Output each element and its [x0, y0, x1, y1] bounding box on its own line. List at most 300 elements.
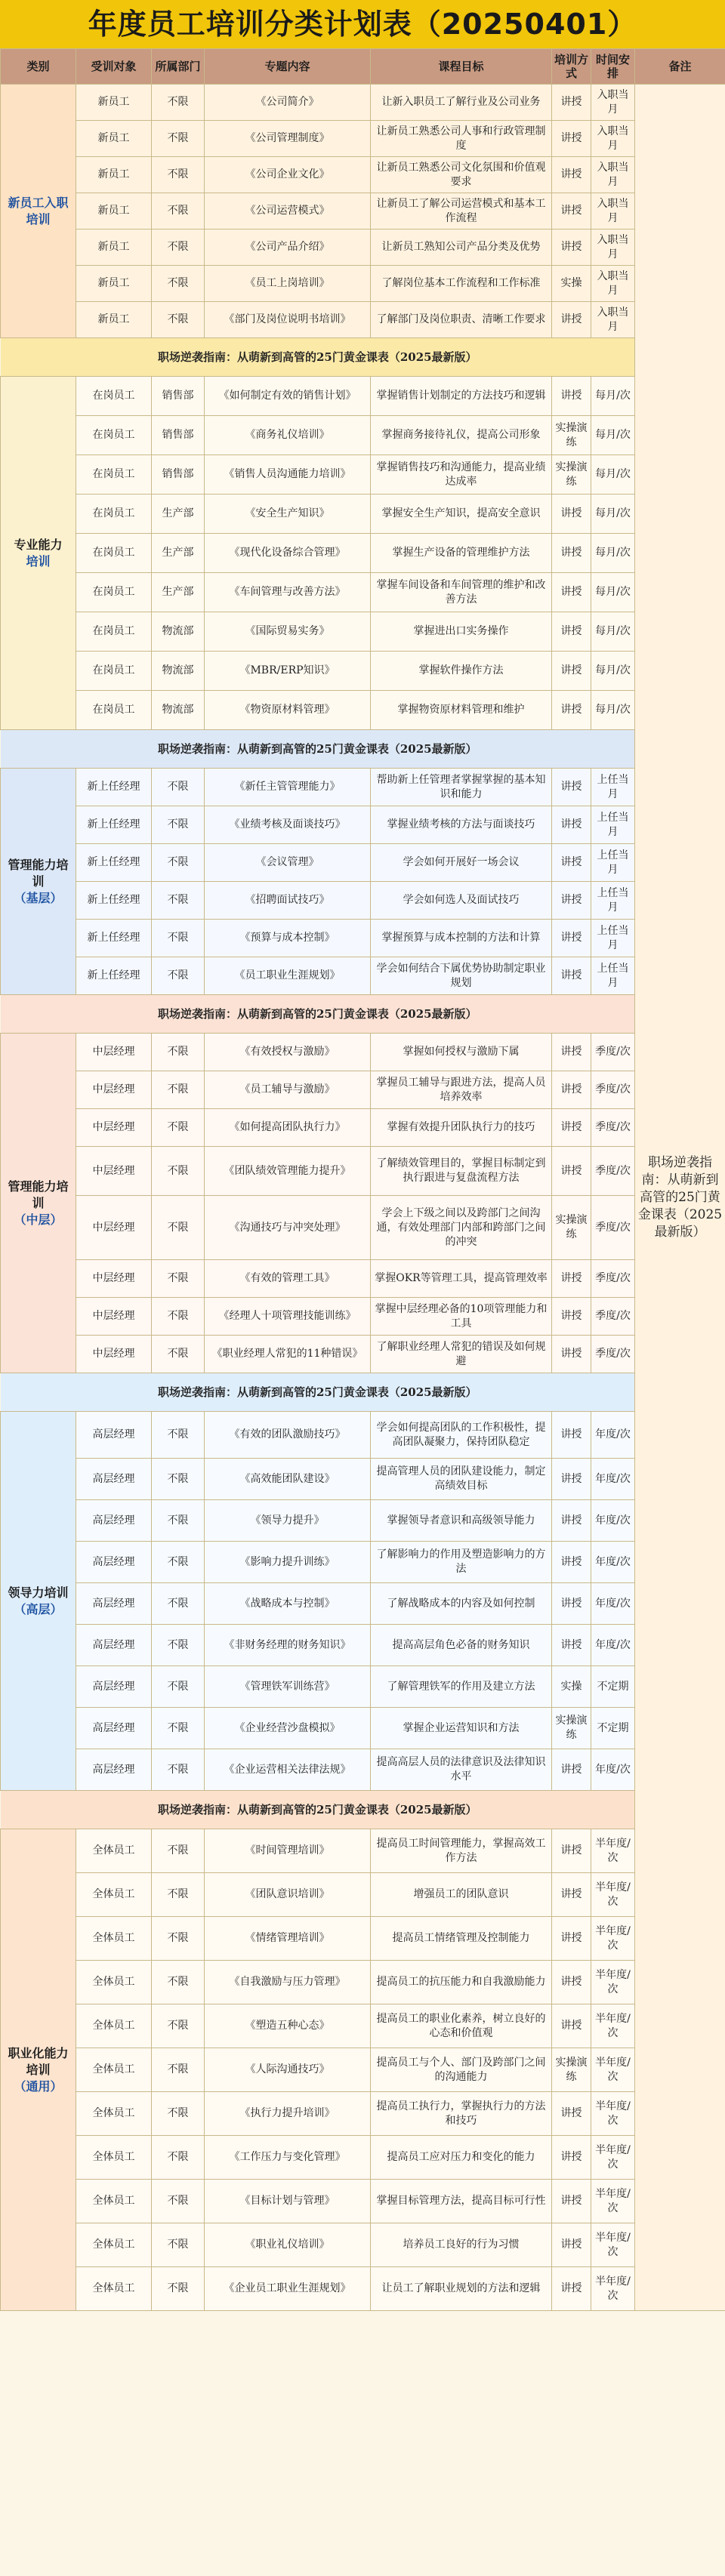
department-cell: 不限: [152, 1708, 205, 1749]
department-cell: 物流部: [152, 652, 205, 691]
schedule-cell: 每月/次: [591, 573, 635, 612]
trainee-cell: 高层经理: [76, 1708, 152, 1749]
table-row: [1, 920, 725, 957]
trainee-cell: 全体员工: [76, 2004, 152, 2048]
table-row: [1, 1412, 725, 1459]
method-cell: 讲授: [552, 920, 591, 957]
topic-cell: 《自我激励与压力管理》: [205, 1961, 371, 2004]
method-cell: 讲授: [552, 2004, 591, 2048]
trainee-cell: 全体员工: [76, 2092, 152, 2136]
table-row: [1, 2004, 725, 2048]
table-row: [1, 1542, 725, 1583]
topic-cell: 《公司管理制度》: [205, 121, 371, 157]
topic-cell: 《人际沟通技巧》: [205, 2048, 371, 2092]
method-cell: 实操演练: [552, 455, 591, 495]
header-department: 所属部门: [152, 49, 205, 85]
category-cell: [1, 769, 76, 995]
table-row: [1, 1873, 725, 1917]
schedule-cell: 半年度/次: [591, 2267, 635, 2311]
method-cell: 讲授: [552, 121, 591, 157]
table-row: [1, 1961, 725, 2004]
method-cell: 讲授: [552, 230, 591, 266]
goal-cell: 提高员工与个人、部门及跨部门之间的沟通能力: [371, 2048, 552, 2092]
schedule-cell: 入职当月: [591, 121, 635, 157]
table-row: [1, 2267, 725, 2311]
department-cell: 不限: [152, 266, 205, 302]
goal-cell: 让新员工熟知公司产品分类及优势: [371, 230, 552, 266]
method-cell: 讲授: [552, 377, 591, 416]
department-cell: 物流部: [152, 691, 205, 730]
trainee-cell: 全体员工: [76, 2048, 152, 2092]
trainee-cell: 新员工: [76, 302, 152, 338]
schedule-cell: 年度/次: [591, 1500, 635, 1542]
department-cell: 物流部: [152, 612, 205, 652]
topic-cell: 《员工上岗培训》: [205, 266, 371, 302]
method-cell: 实操演练: [552, 416, 591, 455]
table-row: [1, 2180, 725, 2223]
department-cell: 不限: [152, 1034, 205, 1071]
table-row: [1, 1336, 725, 1373]
trainee-cell: 中层经理: [76, 1336, 152, 1373]
table-row: [1, 957, 725, 995]
trainee-cell: 高层经理: [76, 1500, 152, 1542]
trainee-cell: 高层经理: [76, 1625, 152, 1666]
topic-cell: 《高效能团队建设》: [205, 1459, 371, 1500]
header-trainee: 受训对象: [76, 49, 152, 85]
category-name: 专业能力: [14, 537, 63, 552]
goal-cell: 让新入职员工了解行业及公司业务: [371, 85, 552, 121]
table-row: [1, 1147, 725, 1196]
trainee-cell: 新员工: [76, 157, 152, 193]
trainee-cell: 新上任经理: [76, 882, 152, 920]
goal-cell: 掌握有效提升团队执行力的技巧: [371, 1109, 552, 1147]
trainee-cell: 新员工: [76, 193, 152, 230]
schedule-cell: 半年度/次: [591, 1873, 635, 1917]
goal-cell: 提高员工情绪管理及控制能力: [371, 1917, 552, 1961]
schedule-cell: 半年度/次: [591, 2180, 635, 2223]
table-row: [1, 534, 725, 573]
section-banner: [1, 1373, 725, 1412]
table-row: [1, 455, 725, 495]
schedule-cell: 季度/次: [591, 1196, 635, 1260]
method-cell: 讲授: [552, 573, 591, 612]
method-cell: 讲授: [552, 612, 591, 652]
goal-cell: 掌握软件操作方法: [371, 652, 552, 691]
goal-cell: 学会上下级之间以及跨部门之间沟通，有效处理部门内部和跨部门之间的冲突: [371, 1196, 552, 1260]
method-cell: 讲授: [552, 1459, 591, 1500]
table-row: [1, 85, 725, 121]
table-row: [1, 1196, 725, 1260]
department-cell: 不限: [152, 1336, 205, 1373]
table-row: [1, 230, 725, 266]
department-cell: 不限: [152, 2136, 205, 2180]
table-row: [1, 806, 725, 844]
goal-cell: 提高员工应对压力和变化的能力: [371, 2136, 552, 2180]
schedule-cell: 年度/次: [591, 1459, 635, 1500]
goal-cell: 提高高层角色必备的财务知识: [371, 1625, 552, 1666]
department-cell: 不限: [152, 882, 205, 920]
table-row: [1, 1917, 725, 1961]
method-cell: 讲授: [552, 534, 591, 573]
schedule-cell: 年度/次: [591, 1583, 635, 1625]
header-schedule: 时间安排: [591, 49, 635, 85]
category-sub: （通用）: [14, 2078, 63, 2094]
schedule-cell: 上任当月: [591, 920, 635, 957]
topic-cell: 《如何提高团队执行力》: [205, 1109, 371, 1147]
topic-cell: 《预算与成本控制》: [205, 920, 371, 957]
table-row: [1, 769, 725, 806]
header-topic: 专题内容: [205, 49, 371, 85]
trainee-cell: 在岗员工: [76, 534, 152, 573]
method-cell: 讲授: [552, 193, 591, 230]
trainee-cell: 全体员工: [76, 2136, 152, 2180]
schedule-cell: 年度/次: [591, 1625, 635, 1666]
method-cell: 讲授: [552, 882, 591, 920]
table-row: [1, 1109, 725, 1147]
goal-cell: 掌握车间设备和车间管理的维护和改善方法: [371, 573, 552, 612]
goal-cell: 掌握企业运营知识和方法: [371, 1708, 552, 1749]
goal-cell: 了解职业经理人常犯的错误及如何规避: [371, 1336, 552, 1373]
method-cell: 讲授: [552, 2267, 591, 2311]
schedule-cell: 上任当月: [591, 769, 635, 806]
remark-note: 职场逆袭指南：从萌新到高管的25门黄金课表（2025最新版）: [635, 85, 725, 2311]
department-cell: 不限: [152, 2267, 205, 2311]
method-cell: 讲授: [552, 85, 591, 121]
goal-cell: 了解绩效管理目的，掌握目标制定到执行跟进与复盘流程方法: [371, 1147, 552, 1196]
topic-cell: 《公司运营模式》: [205, 193, 371, 230]
table-row: [1, 691, 725, 730]
method-cell: 讲授: [552, 1829, 591, 1873]
goal-cell: 掌握安全生产知识，提高安全意识: [371, 495, 552, 534]
goal-cell: 了解部门及岗位职责、清晰工作要求: [371, 302, 552, 338]
goal-cell: 学会如何结合下属优势协助制定职业规划: [371, 957, 552, 995]
table-row: [1, 1260, 725, 1298]
goal-cell: 学会如何选人及面试技巧: [371, 882, 552, 920]
department-cell: 生产部: [152, 495, 205, 534]
topic-cell: 《部门及岗位说明书培训》: [205, 302, 371, 338]
department-cell: 不限: [152, 1147, 205, 1196]
method-cell: 讲授: [552, 1961, 591, 2004]
method-cell: 实操: [552, 266, 591, 302]
topic-cell: 《职业经理人常犯的11种错误》: [205, 1336, 371, 1373]
department-cell: 不限: [152, 1583, 205, 1625]
schedule-cell: 不定期: [591, 1708, 635, 1749]
page-title: 年度员工培训分类计划表（20250401）: [0, 0, 725, 48]
trainee-cell: 高层经理: [76, 1542, 152, 1583]
topic-cell: 《商务礼仪培训》: [205, 416, 371, 455]
trainee-cell: 新上任经理: [76, 957, 152, 995]
schedule-cell: 季度/次: [591, 1260, 635, 1298]
topic-cell: 《新任主管管理能力》: [205, 769, 371, 806]
schedule-cell: 半年度/次: [591, 2092, 635, 2136]
table-row: [1, 2092, 725, 2136]
department-cell: 不限: [152, 157, 205, 193]
department-cell: 不限: [152, 230, 205, 266]
method-cell: 讲授: [552, 1109, 591, 1147]
table-row: [1, 1459, 725, 1500]
trainee-cell: 中层经理: [76, 1298, 152, 1336]
trainee-cell: 全体员工: [76, 2223, 152, 2267]
department-cell: 不限: [152, 1500, 205, 1542]
topic-cell: 《如何制定有效的销售计划》: [205, 377, 371, 416]
trainee-cell: 全体员工: [76, 1917, 152, 1961]
table-row: [1, 377, 725, 416]
header-goal: 课程目标: [371, 49, 552, 85]
table-row: [1, 1625, 725, 1666]
method-cell: 讲授: [552, 1034, 591, 1071]
goal-cell: 了解战略成本的内容及如何控制: [371, 1583, 552, 1625]
table-row: [1, 2136, 725, 2180]
schedule-cell: 半年度/次: [591, 2136, 635, 2180]
topic-cell: 《影响力提升训练》: [205, 1542, 371, 1583]
category-sub: （基层）: [14, 890, 63, 905]
goal-cell: 提高管理人员的团队建设能力，制定高绩效目标: [371, 1459, 552, 1500]
schedule-cell: 每月/次: [591, 652, 635, 691]
table-row: [1, 844, 725, 882]
schedule-cell: 每月/次: [591, 534, 635, 573]
department-cell: 不限: [152, 1829, 205, 1873]
category-cell: [1, 85, 76, 338]
schedule-cell: 季度/次: [591, 1071, 635, 1109]
goal-cell: 掌握生产设备的管理维护方法: [371, 534, 552, 573]
department-cell: 销售部: [152, 416, 205, 455]
topic-cell: 《执行力提升培训》: [205, 2092, 371, 2136]
method-cell: 讲授: [552, 806, 591, 844]
table-row: [1, 652, 725, 691]
category-name: 领导力培训: [8, 1585, 69, 1600]
trainee-cell: 在岗员工: [76, 455, 152, 495]
header-method: 培训方式: [552, 49, 591, 85]
goal-cell: 培养员工良好的行为习惯: [371, 2223, 552, 2267]
trainee-cell: 中层经理: [76, 1071, 152, 1109]
department-cell: 不限: [152, 1749, 205, 1791]
method-cell: 讲授: [552, 1500, 591, 1542]
goal-cell: 增强员工的团队意识: [371, 1873, 552, 1917]
banner-text: 职场逆袭指南：从萌新到高管的25门黄金课表（2025最新版）: [1, 1791, 635, 1829]
trainee-cell: 在岗员工: [76, 612, 152, 652]
trainee-cell: 高层经理: [76, 1666, 152, 1708]
goal-cell: 提高员工时间管理能力，掌握高效工作方法: [371, 1829, 552, 1873]
goal-cell: 学会如何开展好一场会议: [371, 844, 552, 882]
method-cell: 讲授: [552, 769, 591, 806]
table-row: [1, 416, 725, 455]
table-row: [1, 193, 725, 230]
schedule-cell: 每月/次: [591, 455, 635, 495]
header-category: 类别: [1, 49, 76, 85]
method-cell: 实操: [552, 1666, 591, 1708]
banner-text: 职场逆袭指南：从萌新到高管的25门黄金课表（2025最新版）: [1, 730, 635, 769]
banner-text: 职场逆袭指南：从萌新到高管的25门黄金课表（2025最新版）: [1, 338, 635, 377]
goal-cell: 了解管理铁军的作用及建立方法: [371, 1666, 552, 1708]
topic-cell: 《管理铁军训练营》: [205, 1666, 371, 1708]
table-row: [1, 495, 725, 534]
trainee-cell: 高层经理: [76, 1459, 152, 1500]
table-row: [1, 1583, 725, 1625]
goal-cell: 掌握如何授权与激励下属: [371, 1034, 552, 1071]
trainee-cell: 新员工: [76, 230, 152, 266]
trainee-cell: 全体员工: [76, 2180, 152, 2223]
schedule-cell: 年度/次: [591, 1749, 635, 1791]
topic-cell: 《领导力提升》: [205, 1500, 371, 1542]
department-cell: 不限: [152, 920, 205, 957]
topic-cell: 《企业员工职业生涯规划》: [205, 2267, 371, 2311]
topic-cell: 《员工辅导与激励》: [205, 1071, 371, 1109]
department-cell: 不限: [152, 1298, 205, 1336]
table-row: [1, 2223, 725, 2267]
trainee-cell: 在岗员工: [76, 377, 152, 416]
topic-cell: 《公司企业文化》: [205, 157, 371, 193]
department-cell: 销售部: [152, 455, 205, 495]
method-cell: 实操演练: [552, 1196, 591, 1260]
section-banner: [1, 730, 725, 769]
topic-cell: 《招聘面试技巧》: [205, 882, 371, 920]
department-cell: 不限: [152, 1196, 205, 1260]
table-row: [1, 302, 725, 338]
trainee-cell: 中层经理: [76, 1196, 152, 1260]
goal-cell: 让新员工熟悉公司文化氛围和价值观要求: [371, 157, 552, 193]
department-cell: 不限: [152, 844, 205, 882]
schedule-cell: 季度/次: [591, 1147, 635, 1196]
topic-cell: 《团队绩效管理能力提升》: [205, 1147, 371, 1196]
schedule-cell: 半年度/次: [591, 2223, 635, 2267]
table-row: [1, 882, 725, 920]
topic-cell: 《职业礼仪培训》: [205, 2223, 371, 2267]
category-cell: [1, 377, 76, 730]
category-cell: [1, 1829, 76, 2311]
topic-cell: 《员工职业生涯规划》: [205, 957, 371, 995]
goal-cell: 掌握物资原材料管理和维护: [371, 691, 552, 730]
method-cell: 讲授: [552, 302, 591, 338]
trainee-cell: 新上任经理: [76, 806, 152, 844]
banner-text: 职场逆袭指南：从萌新到高管的25门黄金课表（2025最新版）: [1, 995, 635, 1034]
trainee-cell: 新员工: [76, 121, 152, 157]
method-cell: 讲授: [552, 844, 591, 882]
goal-cell: 掌握领导者意识和高级领导能力: [371, 1500, 552, 1542]
topic-cell: 《团队意识培训》: [205, 1873, 371, 1917]
topic-cell: 《会议管理》: [205, 844, 371, 882]
schedule-cell: 上任当月: [591, 957, 635, 995]
method-cell: 讲授: [552, 1873, 591, 1917]
department-cell: 不限: [152, 85, 205, 121]
goal-cell: 掌握预算与成本控制的方法和计算: [371, 920, 552, 957]
table-row: [1, 1298, 725, 1336]
schedule-cell: 每月/次: [591, 377, 635, 416]
method-cell: 讲授: [552, 957, 591, 995]
method-cell: 讲授: [552, 1336, 591, 1373]
table-row: [1, 121, 725, 157]
topic-cell: 《销售人员沟通能力培训》: [205, 455, 371, 495]
topic-cell: 《安全生产知识》: [205, 495, 371, 534]
goal-cell: 让新员工了解公司运营模式和基本工作流程: [371, 193, 552, 230]
topic-cell: 《业绩考核及面谈技巧》: [205, 806, 371, 844]
method-cell: 讲授: [552, 1260, 591, 1298]
goal-cell: 让新员工熟悉公司人事和行政管理制度: [371, 121, 552, 157]
department-cell: 不限: [152, 1961, 205, 2004]
schedule-cell: 年度/次: [591, 1542, 635, 1583]
category-sub: 培训: [26, 553, 51, 569]
category-name: 管理能力培训: [8, 857, 69, 889]
department-cell: 不限: [152, 2048, 205, 2092]
table-row: [1, 1829, 725, 1873]
method-cell: 讲授: [552, 2223, 591, 2267]
department-cell: 不限: [152, 1873, 205, 1917]
section-banner: [1, 1791, 725, 1829]
schedule-cell: 入职当月: [591, 193, 635, 230]
table-row: [1, 612, 725, 652]
department-cell: 生产部: [152, 573, 205, 612]
table-row: [1, 1666, 725, 1708]
goal-cell: 了解影响力的作用及塑造影响力的方法: [371, 1542, 552, 1583]
trainee-cell: 在岗员工: [76, 691, 152, 730]
schedule-cell: 半年度/次: [591, 1961, 635, 2004]
method-cell: 讲授: [552, 691, 591, 730]
department-cell: 生产部: [152, 534, 205, 573]
trainee-cell: 全体员工: [76, 1961, 152, 2004]
department-cell: 不限: [152, 2180, 205, 2223]
schedule-cell: 每月/次: [591, 691, 635, 730]
schedule-cell: 季度/次: [591, 1298, 635, 1336]
method-cell: 讲授: [552, 2092, 591, 2136]
method-cell: 讲授: [552, 2136, 591, 2180]
banner-text: 职场逆袭指南：从萌新到高管的25门黄金课表（2025最新版）: [1, 1373, 635, 1412]
schedule-cell: 季度/次: [591, 1336, 635, 1373]
goal-cell: 掌握销售技巧和沟通能力，提高业绩达成率: [371, 455, 552, 495]
schedule-cell: 每月/次: [591, 495, 635, 534]
header-row: [1, 49, 725, 85]
trainee-cell: 在岗员工: [76, 416, 152, 455]
topic-cell: 《战略成本与控制》: [205, 1583, 371, 1625]
trainee-cell: 新上任经理: [76, 769, 152, 806]
topic-cell: 《企业运营相关法律法规》: [205, 1749, 371, 1791]
department-cell: 不限: [152, 1412, 205, 1459]
method-cell: 讲授: [552, 157, 591, 193]
schedule-cell: 入职当月: [591, 157, 635, 193]
table-row: [1, 1034, 725, 1071]
topic-cell: 《情绪管理培训》: [205, 1917, 371, 1961]
category-sub: （高层）: [14, 1601, 63, 1616]
goal-cell: 掌握进出口实务操作: [371, 612, 552, 652]
section-banner: [1, 995, 725, 1034]
table-row: [1, 1071, 725, 1109]
table-row: [1, 1749, 725, 1791]
table-row: [1, 1708, 725, 1749]
schedule-cell: 年度/次: [591, 1412, 635, 1459]
method-cell: 讲授: [552, 1583, 591, 1625]
method-cell: 讲授: [552, 1147, 591, 1196]
category-name: 职业化能力培训: [8, 2045, 69, 2077]
category-cell: [1, 1412, 76, 1791]
method-cell: 讲授: [552, 1298, 591, 1336]
schedule-cell: 季度/次: [591, 1109, 635, 1147]
table-row: [1, 1500, 725, 1542]
trainee-cell: 新上任经理: [76, 920, 152, 957]
method-cell: 实操演练: [552, 2048, 591, 2092]
category-name: 新员工入职培训: [8, 195, 69, 226]
department-cell: 不限: [152, 2092, 205, 2136]
method-cell: 讲授: [552, 1412, 591, 1459]
topic-cell: 《非财务经理的财务知识》: [205, 1625, 371, 1666]
department-cell: 销售部: [152, 377, 205, 416]
trainee-cell: 新上任经理: [76, 844, 152, 882]
method-cell: 讲授: [552, 1917, 591, 1961]
method-cell: 讲授: [552, 1749, 591, 1791]
method-cell: 讲授: [552, 1071, 591, 1109]
department-cell: 不限: [152, 2004, 205, 2048]
schedule-cell: 入职当月: [591, 230, 635, 266]
department-cell: 不限: [152, 806, 205, 844]
goal-cell: 让员工了解职业规划的方法和逻辑: [371, 2267, 552, 2311]
department-cell: 不限: [152, 1071, 205, 1109]
